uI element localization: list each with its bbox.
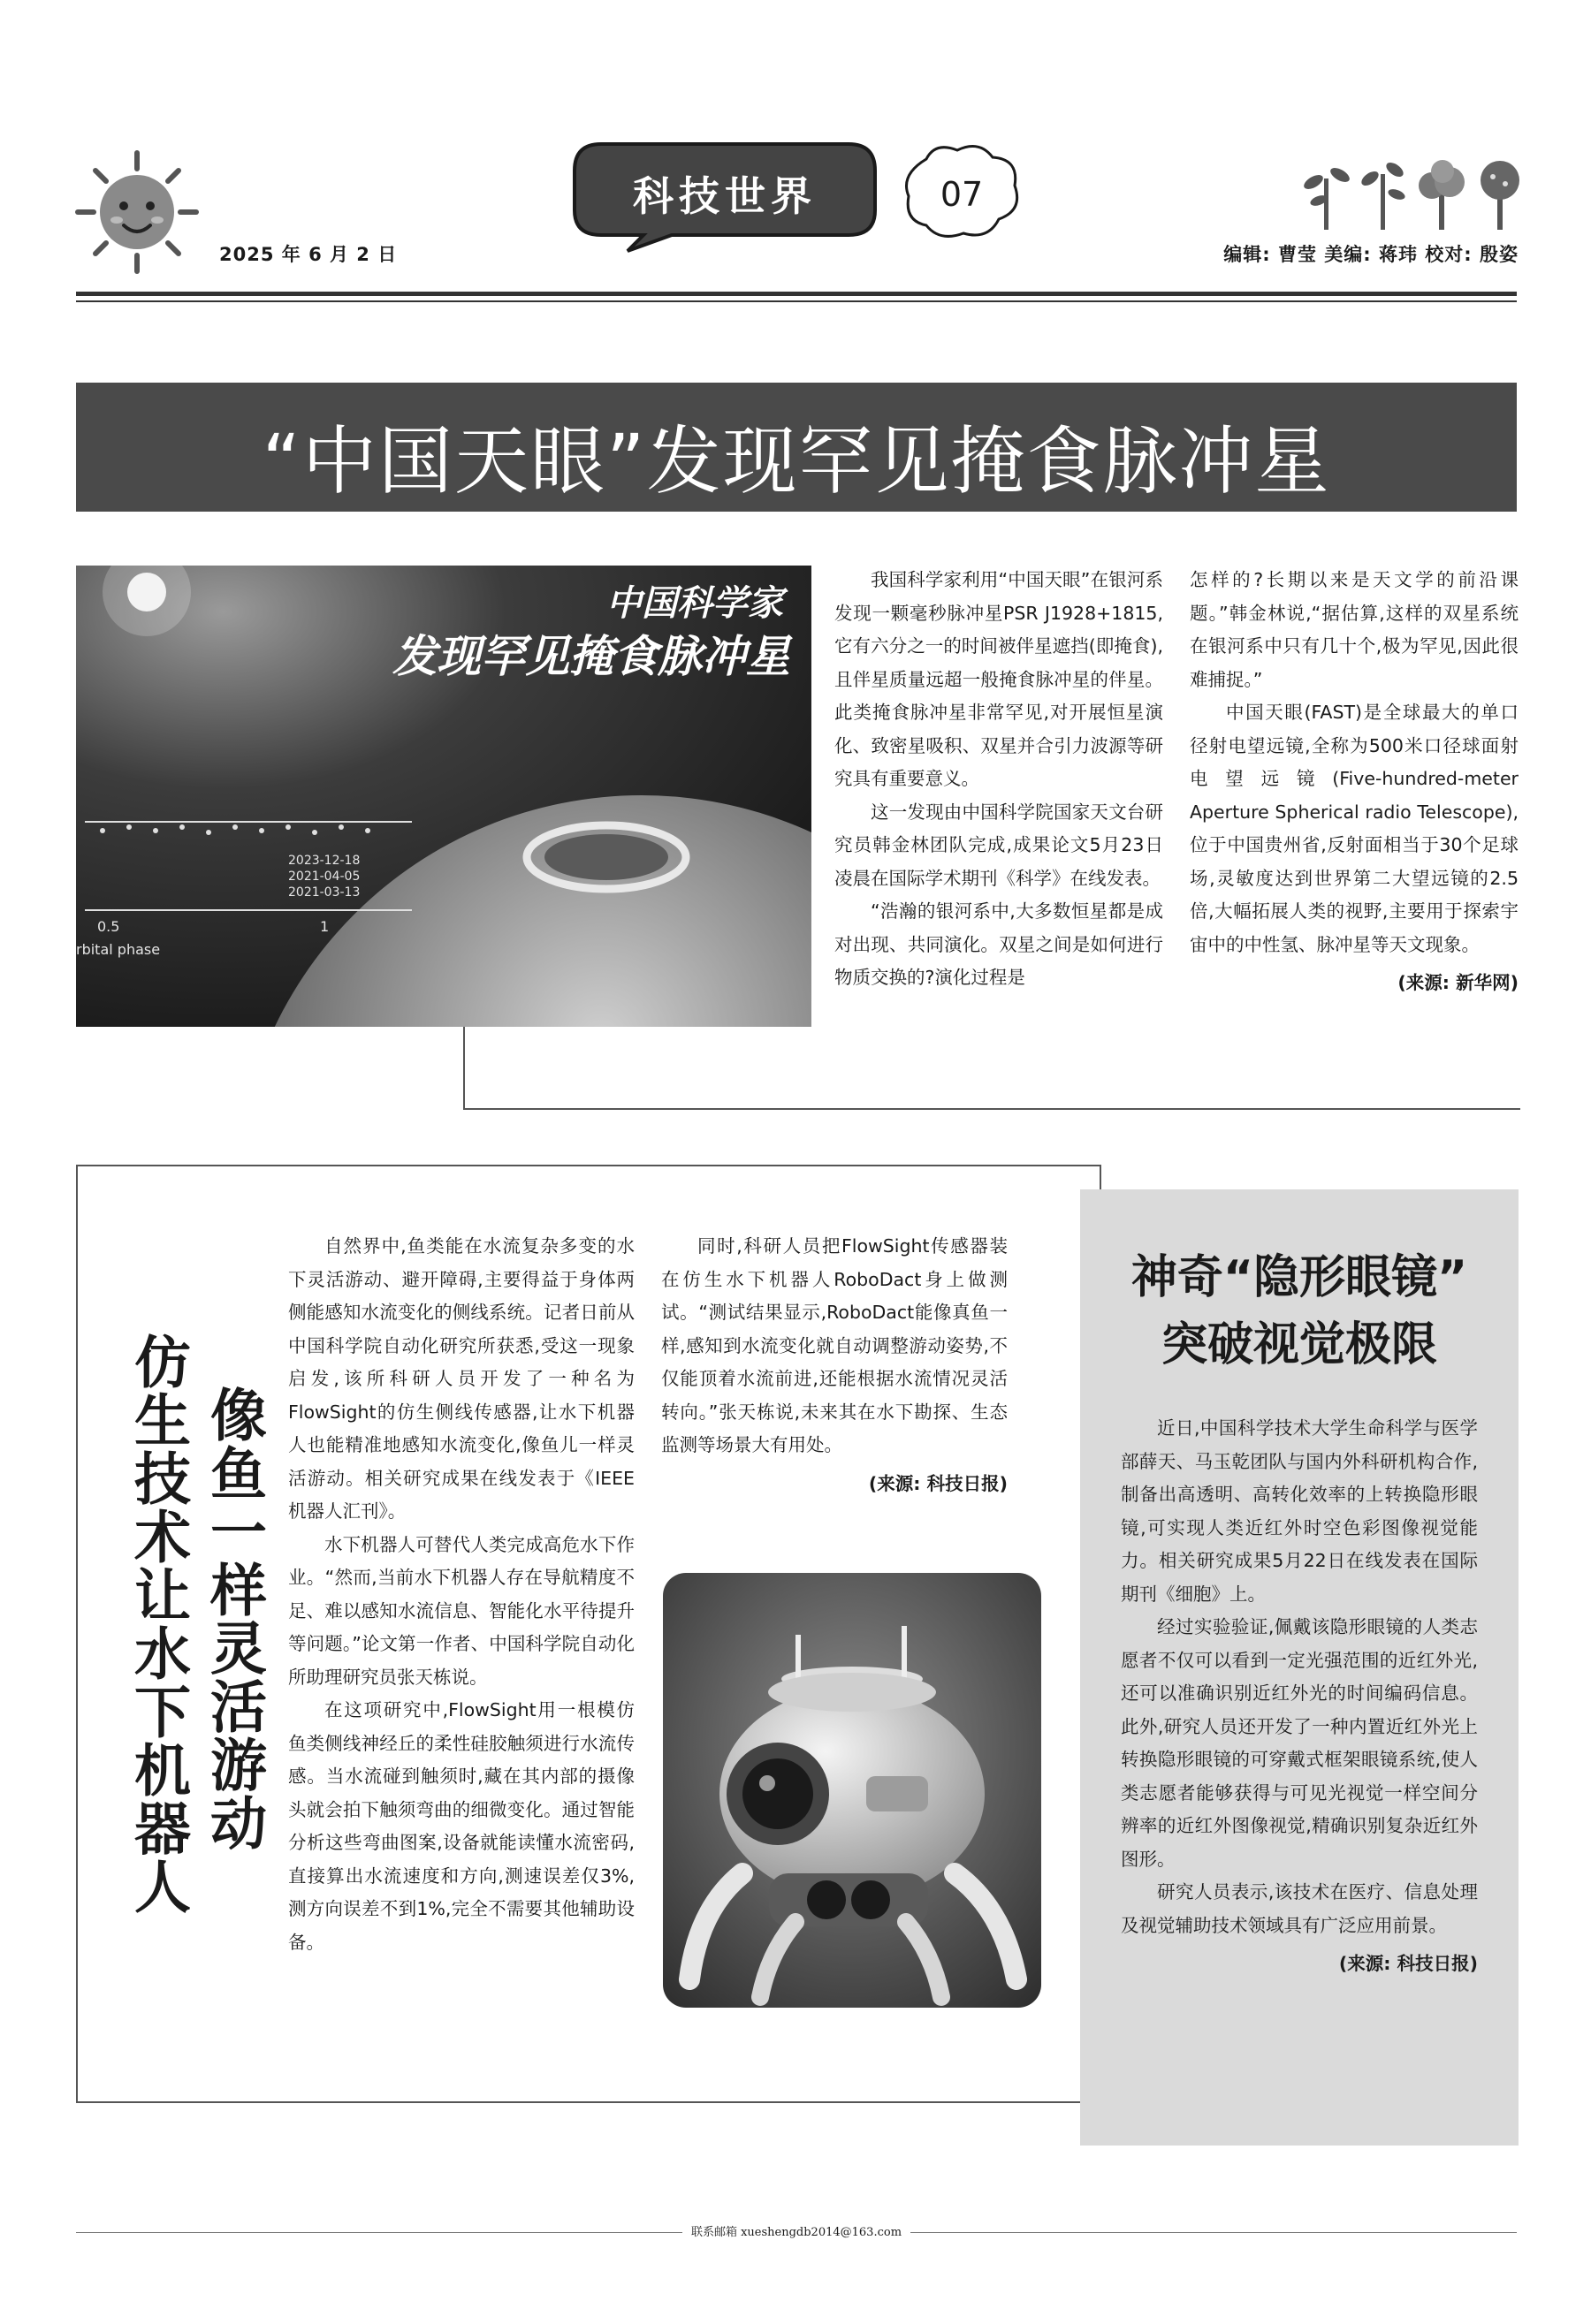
article3-body — [1121, 1412, 1478, 1981]
paragraph: 自然界中,鱼类能在水流复杂多变的水下灵活游动、避开障碍,主要得益于身体两侧能感知水流变化的侧线系统。记者日前从中国科学院自动化研究所获悉,受这一现象启发,该所科研人员开发了一种名为FlowSight的仿生侧线传感器,让水下机器人也能精准地感知水流变化,像鱼儿一样灵活游动。相关研究成果在线发表于《IEEE机器人汇刊》。 — [288, 1235, 635, 1522]
article1-headline: “中国天眼”发现罕见掩食脉冲星 — [262, 418, 1331, 505]
axis-label: rbital phase — [76, 941, 161, 958]
paragraph: 经过实验验证,佩戴该隐形眼镜的人类志愿者不仅可以看到一定光强范围的近红外光,还可以准确识别近红外光的时间编码信息。此外,研究人员还开发了一种内置近红外光上转换隐形眼镜的可穿戴式框架眼镜系统,使人类志愿者能够获得与可见光视觉一样空间分辨率的近红外图像视觉,精确识别复杂近红外图形。 — [1121, 1616, 1478, 1870]
paragraph: 这一发现由中国科学院国家天文台研究员韩金林团队完成,成果论文5月23日凌晨在国际学术期刊《科学》在线发表。 — [834, 801, 1163, 889]
article1-column-1 — [834, 564, 1163, 995]
article2-column-2 — [661, 1230, 1008, 1500]
issue-date: 2025 年 6 月 2 日 — [219, 244, 398, 265]
paragraph: 在这项研究中,FlowSight用一根模仿鱼类侧线神经丘的柔性硅胶触须进行水流传感。当水流碰到触须时,藏在其内部的摄像头就会拍下触须弯曲的细微变化。通过智能分析这些弯曲图案,设备就能读懂水流密码,直接算出水流速度和方向,测速误差仅3%,测方向误差不到1%,完全不需要其他辅助设备。 — [288, 1699, 635, 1953]
tick-label: 1 — [320, 918, 330, 935]
paragraph: 中国天眼(FAST)是全球最大的单口径射电望远镜,全称为500米口径球面射电望远镜(Five-hundred-meter Aperture Spherical radio Telescope),位于中国贵州省,反射面相当于30个足球场,灵敏度达到世界第二大望远镜的2.5倍,大幅拓展人类的视野,主要用于探索宇宙中的中性氢、脉冲星等天文现象。 — [1190, 702, 1519, 955]
divider — [463, 1108, 1520, 1110]
paragraph: 怎样的?长期以来是天文学的前沿课题。”韩金林说,“据估算,这样的双星系统在银河系中只有几十个,极为罕见,因此很难捕捉。” — [1190, 569, 1519, 690]
paragraph: 水下机器人可替代人类完成高危水下作业。“然而,当前水下机器人存在导航精度不足、难以感知水流信息、智能化水平待提升等问题。”论文第一作者、中国科学院自动化所助理研究员张天栋说。 — [288, 1533, 635, 1688]
legend-item: 2021-04-05 — [288, 870, 361, 884]
image-overlay-title: 发现罕见掩食脉冲星 — [392, 631, 790, 682]
tick-label: 0.5 — [97, 918, 120, 935]
divider — [463, 1027, 465, 1110]
paragraph: 近日,中国科学技术大学生命科学与医学部薛天、马玉乾团队与国内外科研机构合作,制备出高透明、高转化效率的上转换隐形眼镜,可实现人类近红外时空色彩图像视觉能力。相关研究成果5月22日在线发表在国际期刊《细胞》上。 — [1121, 1417, 1478, 1605]
masthead-rule-thin — [76, 300, 1517, 302]
article1-column-2 — [1190, 564, 1519, 1000]
article3-source: (来源: 科技日报) — [1338, 1953, 1478, 1974]
article2-source: (来源: 科技日报) — [868, 1472, 1008, 1494]
article2-title-line1: 仿生技术让水下机器人 — [125, 1333, 190, 1916]
editor-credits: 编辑: 曹莹 美编: 蒋玮 校对: 殷姿 — [1223, 244, 1519, 265]
article3-title — [1080, 1244, 1519, 1378]
paragraph: 同时,科研人员把FlowSight传感器装在仿生水下机器人RoboDact身上做测试。“测试结果显示,RoboDact能像真鱼一样,感知到水流变化就自动调整游动姿势,不仅能顶着水流前进,还能根据水流情况灵活转向。”张天栋说,未来其在水下勘探、生态监测等场景大有用处。 — [661, 1235, 1008, 1455]
article3-title-line2: 突破视觉极限 — [1161, 1318, 1437, 1371]
robot-photo — [663, 1573, 1041, 2008]
image-overlay-title: 中国科学家 — [606, 583, 783, 624]
trees-icon — [1299, 152, 1529, 232]
smiling-sun-icon — [71, 146, 203, 278]
paragraph: 研究人员表示,该技术在医疗、信息处理及视觉辅助技术领域具有广泛应用前景。 — [1121, 1881, 1478, 1936]
section-title: 科技世界 — [633, 172, 817, 220]
pulsar-photo — [76, 566, 811, 1027]
masthead-rule-thick — [76, 292, 1517, 296]
legend-item: 2023-12-18 — [288, 854, 361, 868]
article2-column-1 — [288, 1230, 635, 1959]
legend-item: 2021-03-13 — [288, 885, 361, 900]
article2-title-line2: 像鱼一样灵活游动 — [201, 1386, 266, 1852]
paragraph: 我国科学家利用“中国天眼”在银河系发现一颗毫秒脉冲星PSR J1928+1815,它有六分之一的时间被伴星遮挡(即掩食),且伴星质量远超一般掩食脉冲星的伴星。此类掩食脉冲星非常罕见,对开展恒星演化、致密星吸积、双星并合引力波源等研究具有重要意义。 — [834, 569, 1163, 789]
article1-source: (来源: 新华网) — [1397, 972, 1519, 993]
page-number: 07 — [940, 175, 984, 214]
paragraph: “浩瀚的银河系中,大多数恒星都是成对出现、共同演化。双星之间是如何进行物质交换的?演化过程是 — [834, 900, 1163, 988]
article3-title-line1: 神奇“隐形眼镜” — [1130, 1251, 1468, 1304]
contact-email: 联系邮箱 xueshengdb2014@163.com — [682, 2226, 910, 2239]
footer — [76, 2222, 1517, 2239]
